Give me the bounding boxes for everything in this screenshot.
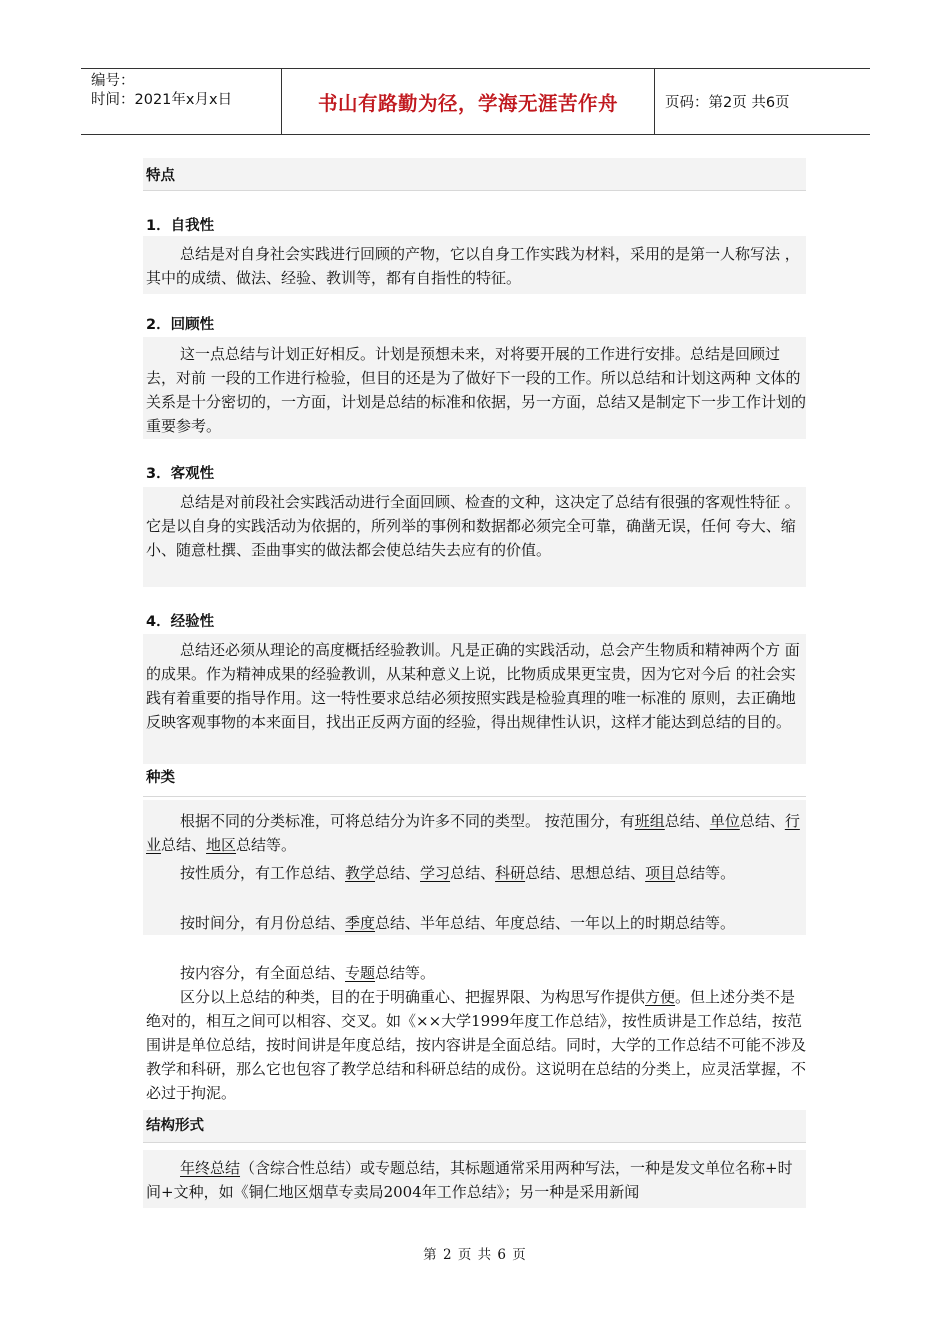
text-run: 。但上述分类不是绝对的，相互之间可以相容、交叉。如《××大学1999年度工作总结》，按性质讲是工作总结，按范围讲是单位总结，按时间讲是年度总结，按内容讲是全面总结。同时，大学的工作总结不可能不涉及教学和科研，那么它也包容了教学总结和科研总结的成份。这说明在总结的分类上，应灵活掌握，不必过于拘泥。 xyxy=(146,988,807,1102)
features-heading: 特点 xyxy=(146,168,175,184)
f2-heading: 2．回顾性 xyxy=(146,317,215,333)
structure-para-1 xyxy=(146,1156,806,1204)
structure-title-band xyxy=(143,1110,806,1142)
types-para-3 xyxy=(146,911,806,935)
text-run: 总结等。 xyxy=(236,836,297,854)
structure-heading: 结构形式 xyxy=(146,1118,204,1134)
divider xyxy=(143,1142,806,1143)
f3-heading: 3．客观性 xyxy=(146,466,215,482)
text-run: （含综合性总结）或专题总结，其标题通常采用两种写法，一种是发文单位名称+时间+文种，如《铜仁地区烟草专卖局2004年工作总结》；另一种是采用新闻 xyxy=(146,1159,793,1201)
features-title-band xyxy=(143,158,806,190)
text-run: 按性质分，有工作总结、 xyxy=(180,864,346,882)
link-diqu[interactable]: 地区 xyxy=(206,836,237,854)
text-run: 总结、 xyxy=(450,864,496,882)
f4-heading: 4．经验性 xyxy=(146,614,215,630)
page-header xyxy=(81,68,870,135)
link-fangbian[interactable]: 方便 xyxy=(645,988,676,1006)
types-para-5 xyxy=(146,985,806,1105)
f3-body: 总结是对前段社会实践活动进行全面回顾、检查的文种，这决定了总结有很强的客观性特征 。它是以自身的实践活动为依据的，所列举的事例和数据都必须完全可靠，确凿无误，任何 夸大、缩小、随意杜撰、歪曲事实的做法都会使总结失去应有的价值。 xyxy=(146,493,800,559)
text-run: 总结等。 xyxy=(375,964,436,982)
text-run: 总结、半年总结、年度总结、一年以上的时期总结等。 xyxy=(375,914,736,932)
link-xiangmu[interactable]: 项目 xyxy=(645,864,676,882)
f4-body: 总结还必须从理论的高度概括经验教训。凡是正确的实践活动，总会产生物质和精神两个方 面的成果。作为精神成果的经验教训，从某种意义上说，比物质成果更宝贵，因为它对今后 的社会实践有着重要的指导作用。这一特性要求总结必须按照实践是检验真理的唯一标准的 原则，去正确地反映客观事物的本来面目，找出正反两方面的经验，得出规律性认识，这样才能达到总结的目的。 xyxy=(146,641,800,731)
link-xuexi[interactable]: 学习 xyxy=(420,864,451,882)
page-footer: 第 2 页 共 6 页 xyxy=(423,1247,527,1263)
f1-body: 总结是对自身社会实践进行回顾的产物，它以自身工作实践为材料，采用的是第一人称写法 ，其中的成绩、做法、经验、教训等，都有自指性的特征。 xyxy=(146,245,800,287)
f1-heading: 1．自我性 xyxy=(146,218,215,234)
types-para-4 xyxy=(146,961,806,985)
link-jidu[interactable]: 季度 xyxy=(345,914,376,932)
number-label: 编号： xyxy=(91,73,135,89)
types-para-2 xyxy=(146,861,806,885)
divider xyxy=(143,190,806,191)
link-banzu[interactable]: 班组 xyxy=(634,812,665,830)
time-label: 时间：2021年x月x日 xyxy=(91,92,233,108)
text-run: 总结、思想总结、 xyxy=(525,864,646,882)
header-meta xyxy=(81,69,282,134)
link-nianzhong-zongjie[interactable]: 年终总结 xyxy=(180,1159,241,1177)
text-run: 总结、 xyxy=(161,836,207,854)
link-zhuanti[interactable]: 专题 xyxy=(345,964,376,982)
types-heading: 种类 xyxy=(146,770,175,786)
f2-body: 这一点总结与计划正好相反。计划是预想未来，对将要开展的工作进行安排。总结是回顾过去，对前 一段的工作进行检验，但目的还是为了做好下一段的工作。所以总结和计划这两种 文体的关系是十分密切的，一方面，计划是总结的标准和依据，另一方面，总结又是制定下一步工作计划的重要参考。 xyxy=(146,345,807,435)
text-run: 按时间分，有月份总结、 xyxy=(180,914,346,932)
divider xyxy=(143,796,806,797)
text-run: 总结等。 xyxy=(675,864,736,882)
link-danwei[interactable]: 单位 xyxy=(709,812,740,830)
text-run: 区分以上总结的种类，目的在于明确重心、把握界限、为构思写作提供 xyxy=(180,988,646,1006)
link-jiaoxue[interactable]: 教学 xyxy=(345,864,376,882)
header-page-label: 页码：第2页 共6页 xyxy=(665,95,790,111)
link-keyan[interactable]: 科研 xyxy=(495,864,526,882)
text-run: 按内容分，有全面总结、 xyxy=(180,964,346,982)
header-motto: 书山有路勤为径，学海无涯苦作舟 xyxy=(282,69,655,134)
text-run: 总结、 xyxy=(664,812,710,830)
text-run: 总结、 xyxy=(375,864,421,882)
text-run: 总结、 xyxy=(739,812,785,830)
types-para-1 xyxy=(146,809,806,857)
text-run: 根据不同的分类标准，可将总结分为许多不同的类型。 按范围分，有 xyxy=(180,812,635,830)
link-hangye[interactable]: 行业 xyxy=(146,812,800,854)
